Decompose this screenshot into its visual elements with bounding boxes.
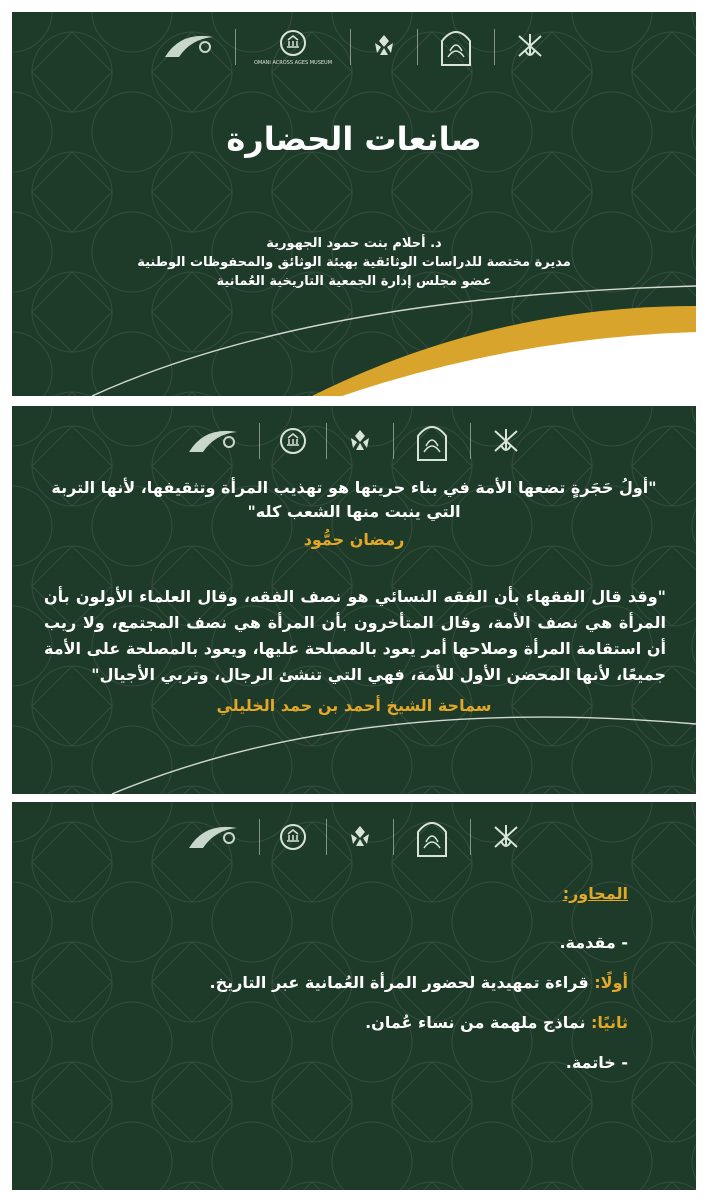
swirl-logo-icon — [161, 29, 217, 65]
mosque-calligraphy-icon — [412, 816, 452, 858]
logo-bar — [12, 812, 696, 862]
quote-attribution: رمضان حمُّود — [303, 530, 405, 549]
slide-title-text: صانعات الحضارة — [226, 120, 482, 158]
oman-emblem-icon — [513, 30, 547, 64]
author-role: مديرة مختصة للدراسات الوثائقية بهيئة الوثائق والمحفوظات الوطنية — [137, 255, 571, 270]
oman-emblem-icon — [489, 425, 523, 457]
logo-divider — [417, 29, 418, 65]
swirl-logo-icon — [185, 424, 241, 458]
agenda-item-second — [128, 1011, 628, 1049]
author-name: د. أحلام بنت حمود الجهورية — [266, 236, 442, 251]
quote-attribution: سماحة الشيخ أحمد بن حمد الخليلي — [216, 696, 492, 715]
lotus-icon — [369, 31, 399, 63]
logo-divider — [259, 423, 260, 459]
logo-divider — [326, 819, 327, 855]
quote-khalili: "وقد قال الفقهاء بأن الفقه النسائي هو نصف الفقه، وقال العلماء الأولون بأن المرأة هي نصف الأمة، وقال المتأخرون بأن المرأة هي نصف المجتمع، ولا ريب أن استقامة المرأة وصلاحها أمر يعود بالمصلحة عليها، ويعود بالمصلحة على الأمة جميعًا، لأنها المحضن الأول للأمة، فهي التي تنشئ الرجال، وتربي الأجيال" — [44, 587, 666, 684]
logo-divider — [393, 423, 394, 459]
agenda-item-conclusion: - خاتمة. — [565, 1053, 628, 1072]
logo-divider — [470, 423, 471, 459]
logo-divider — [494, 29, 495, 65]
decorative-swoosh — [12, 704, 696, 794]
agenda-text: نماذج ملهمة من نساء عُمان. — [365, 1013, 592, 1032]
logo-divider — [393, 819, 394, 855]
author-membership: عضو مجلس إدارة الجمعية التاريخية العُمانية — [216, 274, 492, 289]
museum-icon: OMANI ACROSS AGES MUSEUM — [254, 28, 332, 66]
quote-line: "أولُ حَجَرةٍ تضعها الأمة في بناء حريتها هو تهذيب المرأة وتثقيفها، لأنها التربة — [51, 478, 657, 497]
lotus-icon — [345, 426, 375, 456]
museum-icon — [278, 822, 308, 852]
logo-divider — [326, 423, 327, 459]
slide-agenda — [12, 802, 696, 1190]
slide-quotes — [12, 406, 696, 794]
logo-divider — [259, 819, 260, 855]
logo-bar — [12, 22, 696, 72]
agenda-heading: المحاور: — [562, 884, 628, 903]
mosque-calligraphy-icon — [436, 25, 476, 69]
mosque-calligraphy-icon — [412, 420, 452, 462]
agenda-prefix: ثانيًا: — [591, 1013, 628, 1032]
logo-bar — [12, 416, 696, 466]
logo-divider — [235, 29, 236, 65]
agenda-list — [128, 884, 628, 1091]
lotus-icon — [345, 822, 375, 852]
slide-title — [12, 12, 696, 396]
agenda-item-intro: - مقدمة. — [559, 933, 628, 952]
oman-emblem-icon — [489, 821, 523, 853]
logo-divider — [470, 819, 471, 855]
decorative-swoosh — [12, 276, 696, 396]
agenda-prefix: أولًا: — [594, 973, 628, 992]
logo-divider — [350, 29, 351, 65]
swirl-logo-icon — [185, 820, 241, 854]
agenda-text: قراءة تمهيدية لحضور المرأة العُمانية عبر التاريخ. — [209, 973, 595, 992]
quote-ramadan — [40, 476, 668, 524]
quote-line: التي ينبت منها الشعب كله" — [247, 502, 461, 521]
museum-icon — [278, 426, 308, 456]
agenda-item-first — [128, 971, 628, 1009]
